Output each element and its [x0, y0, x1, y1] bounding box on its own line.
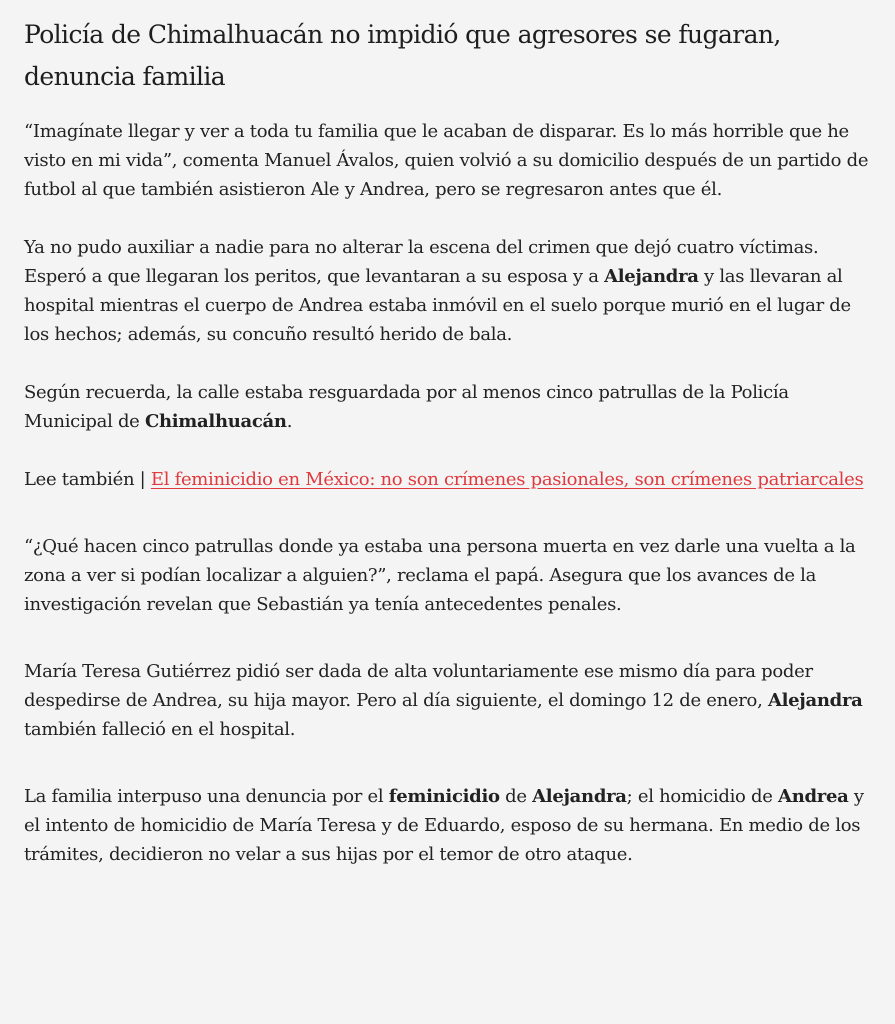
- read-also: [24, 465, 874, 494]
- bold-name-alejandra: Alejandra: [532, 786, 627, 807]
- bold-name-alejandra: Alejandra: [767, 690, 863, 711]
- paragraph-1: “Imagínate llegar y ver a toda tu familia que le acaban de disparar. Es lo más horrible que he visto en mi vida”, comenta Manuel Ávalos, quien volvió a su domicilio después de un partido de futbol al que también asistieron Ale y Andrea, pero se regresaron antes que él.: [24, 121, 869, 200]
- text-run: María Teresa Gutiérrez pidió ser dada de alta voluntariamente ese mismo día para poder despedirse de Andrea, su hija mayor. Pero al día siguiente, el domingo 12 de enero,: [24, 661, 813, 711]
- text-run: .: [286, 411, 293, 432]
- text-run: y las llevaran al hospital mientras el cuerpo de Andrea estaba inmóvil en el suelo porque murió en el lugar de los hechos; además, su concuño resultó herido de bala.: [24, 266, 851, 345]
- paragraph-6: [24, 657, 874, 744]
- article-title: Policía de Chimalhuacán no impidió que agresores se fugaran, denuncia familia: [24, 20, 781, 91]
- text-run: de: [499, 786, 533, 807]
- read-also-prefix: Lee también |: [24, 469, 151, 490]
- text-run: también falleció en el hospital.: [24, 719, 296, 740]
- bold-name-alejandra: Alejandra: [604, 266, 699, 287]
- paragraph-2: [24, 233, 874, 349]
- text-run: y el intento de homicidio de María Teresa y de Eduardo, esposo de su hermana. En medio de los trámites, decidieron no velar a sus hijas por el temor de otro ataque.: [24, 786, 864, 865]
- text-run: Ya no pudo auxiliar a nadie para no alterar la escena del crimen que dejó cuatro víctimas. Esperó a que llegaran los peritos, que levantaran a su esposa y a: [24, 237, 819, 287]
- bold-name-andrea: Andrea: [778, 786, 849, 807]
- related-article-link[interactable]: El feminicidio en México: no son crímenes pasionales, son crímenes patriarcales: [150, 469, 864, 490]
- paragraph-7: [24, 782, 874, 869]
- text-run: La familia interpuso una denuncia por el: [24, 786, 389, 807]
- bold-term-feminicidio: feminicidio: [388, 786, 500, 807]
- article: [24, 0, 874, 869]
- paragraph-3: [24, 378, 874, 436]
- text-run: ; el homicidio de: [626, 786, 779, 807]
- paragraph-5: “¿Qué hacen cinco patrullas donde ya estaba una persona muerta en vez darle una vuelta a la zona a ver si podían localizar a alguien?”, reclama el papá. Asegura que los avances de la investigación revelan que Sebastián ya tenía antecedentes penales.: [24, 536, 856, 615]
- text-run: Según recuerda, la calle estaba resguardada por al menos cinco patrullas de la Policía Municipal de: [24, 382, 789, 432]
- bold-place-chimalhuacan: Chimalhuacán: [144, 411, 287, 432]
